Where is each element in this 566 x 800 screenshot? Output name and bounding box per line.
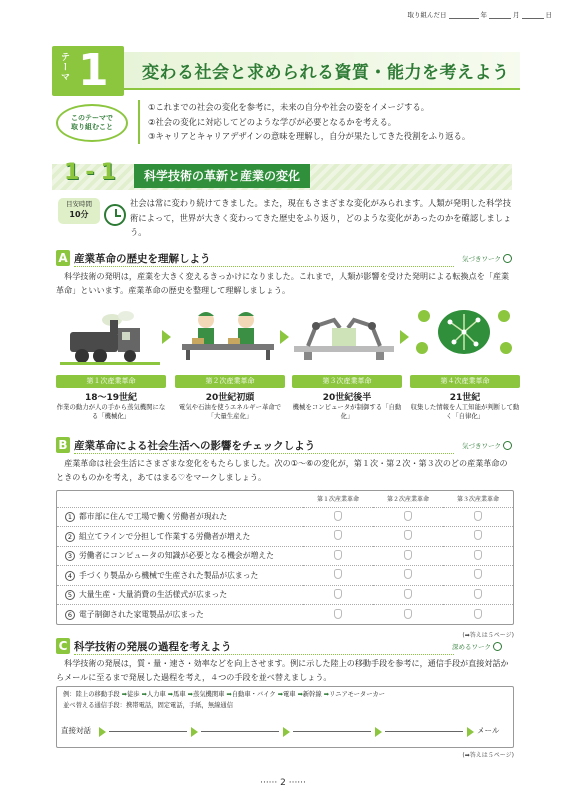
- example-arrow: ➡: [121, 691, 127, 698]
- section-1-1-number: 1-1: [64, 160, 122, 185]
- table-row: [57, 527, 513, 547]
- mark-heart-icon[interactable]: [474, 511, 482, 521]
- goals-oval-text: このテーマで取り組むこと: [71, 113, 113, 131]
- mark-heart-icon[interactable]: [404, 589, 412, 599]
- revolution-2-era: 20世紀初頭: [205, 393, 255, 403]
- revolution-3-label: 第３次産業革命: [292, 375, 402, 388]
- example-step: 新幹線: [302, 691, 322, 698]
- steam-locomotive-illustration: [60, 310, 160, 366]
- section-c-tag: [452, 642, 502, 651]
- clock-icon: [104, 204, 126, 226]
- row-number: 5: [65, 590, 75, 600]
- revolution-1-era: 18～19世紀: [84, 393, 138, 403]
- assembly-line-workers-illustration: [178, 306, 278, 362]
- theme-badge: [52, 46, 124, 96]
- section-b-title: 産業革命による社会生活への影響をチェックしよう: [74, 440, 316, 452]
- arrow-icon: [191, 727, 198, 737]
- row-text: 手づくり製品から機械で生産された製品が広まった: [79, 570, 259, 580]
- month-blank[interactable]: [489, 11, 511, 19]
- time-value: 10分: [69, 210, 89, 220]
- answer-blank-1[interactable]: [109, 731, 187, 732]
- arrow-icon: [400, 330, 409, 344]
- section-b-body: 産業革命は社会生活にさまざまな変化をもたらしました。次の①～⑥の変化が，第１次・第２次・第３次のどの産業革命のときのものかを考え，あてはまる♡をマークしましょう。: [56, 458, 508, 483]
- mark-heart-icon[interactable]: [334, 589, 342, 599]
- example-arrow: ➡: [141, 691, 147, 698]
- revolution-2-desc: 電気や石油を使うエネルギー革命で「大量生産化」: [178, 403, 282, 421]
- start-label: 直接対話: [61, 726, 91, 735]
- mark-heart-icon[interactable]: [474, 550, 482, 560]
- section-c-tag-text: 深めるワーク: [452, 643, 491, 651]
- mark-heart-icon[interactable]: [404, 609, 412, 619]
- mark-heart-icon[interactable]: [404, 550, 412, 560]
- section-1-1-title: 科学技術の革新と産業の変化: [134, 164, 310, 188]
- section-c-title: 科学技術の発展の過程を考えよう: [74, 641, 232, 653]
- goal-item: ②社会の変化に対応してどのような学びが必要となるかを考える。: [148, 116, 397, 127]
- section-b-letter: B: [56, 437, 70, 453]
- goals-oval: [56, 104, 128, 142]
- month-label: 月: [513, 11, 520, 19]
- table-row: [57, 546, 513, 566]
- answer-reference-c: (➡答えは５ページ): [462, 752, 514, 759]
- example-step: 電車: [282, 691, 296, 698]
- section-a-tag-text: 気づきワーク: [462, 255, 501, 263]
- section-b-tag: [462, 441, 512, 450]
- page-number: ······ 2 ······: [260, 778, 306, 788]
- reorder-box: [56, 686, 514, 748]
- section-a-tag: [462, 254, 512, 263]
- section-c-body: 科学技術の発展は，質・量・速さ・効率などを向上させます。例に示した陸上の移動手段を参考に，通信手段が直接対話からメールに至るまで発展した過程を考え，４つの手段を並べ替えましょう。: [56, 658, 509, 683]
- date-label: 取り組んだ日: [407, 11, 447, 19]
- ai-brain-illustration: [414, 304, 514, 360]
- revolution-4-label: 第４次産業革命: [410, 375, 520, 388]
- row-text: 組立てラインで分担して作業する労働者が増えた: [79, 531, 251, 541]
- goals-list: [138, 100, 508, 144]
- lightbulb-icon: [503, 254, 512, 263]
- time-badge: [58, 198, 100, 224]
- example-arrow: ➡: [297, 691, 303, 698]
- arrow-icon: [375, 727, 382, 737]
- arrow-icon: [283, 727, 290, 737]
- example-step: 自動車・バイク: [231, 691, 276, 698]
- revolution-3-era: 20世紀後半: [322, 393, 372, 403]
- theme-title: 変わる社会と求められる資質・能力を考えよう: [142, 63, 510, 83]
- example-step: 人力車: [146, 691, 166, 698]
- table-row: [57, 507, 513, 527]
- example-arrow: ➡: [167, 691, 174, 698]
- end-label: メール: [477, 726, 500, 735]
- goal-item: ①これまでの社会の変化を参考に，未来の自分や社会の姿をイメージする。: [148, 102, 429, 112]
- theme-label: テーマ: [59, 52, 69, 82]
- example-row: [63, 690, 385, 700]
- section-b-tag-text: 気づきワーク: [462, 442, 501, 450]
- example-step: リニアモーターカー: [329, 691, 385, 698]
- table-header-col: 第１次産業革命: [303, 491, 373, 507]
- example-prefix: 例：陸上の移動手段: [63, 691, 120, 698]
- mark-heart-icon[interactable]: [334, 609, 342, 619]
- lightbulb-icon: [503, 441, 512, 450]
- pencil-icon: [493, 642, 502, 651]
- example-step: 徒歩: [126, 691, 140, 698]
- mark-heart-icon[interactable]: [334, 511, 342, 521]
- section-a-underline: [74, 266, 454, 267]
- section-c-underline: [74, 654, 454, 655]
- row-text: 労働者にコンピュータの知識が必要となる機会が増えた: [79, 551, 274, 561]
- page-number-value: 2: [280, 778, 286, 788]
- example-step: 蒸気機関車: [192, 691, 225, 698]
- theme-number: 1: [78, 45, 109, 96]
- arrow-icon: [162, 330, 171, 344]
- year-label: 年: [480, 11, 487, 19]
- answer-blank-3[interactable]: [293, 731, 371, 732]
- section-intro: 社会は常に変わり続けてきました。また，現在もさまざまな変化がみられます。人類が発明した科学技術によって，世界が大きく変わってきた歴史をふり返り，どのような変化があったのかを確認しましょう。: [130, 198, 512, 238]
- revolution-4-desc: 収集した情報を人工知能が判断して動く「自律化」: [410, 403, 520, 421]
- row-number: 3: [65, 551, 75, 561]
- section-a-letter: A: [56, 250, 70, 266]
- mark-heart-icon[interactable]: [474, 589, 482, 599]
- row-text: 電子制御された家電製品が広まった: [79, 610, 204, 619]
- day-blank[interactable]: [522, 11, 544, 19]
- revolution-3-desc: 機械をコンピュータが制御する「自動化」: [292, 403, 402, 421]
- row-number: 2: [65, 532, 75, 542]
- day-label: 日: [545, 11, 552, 19]
- revolution-4-era: 21世紀: [449, 393, 481, 403]
- example-arrow: ➡: [226, 691, 232, 698]
- mark-heart-icon[interactable]: [474, 609, 482, 619]
- example-arrow: ➡: [187, 691, 193, 698]
- row-text: 都市部に住んで工場で働く労働者が現れた: [79, 512, 228, 522]
- mark-heart-icon[interactable]: [334, 550, 342, 560]
- mark-heart-icon[interactable]: [334, 530, 342, 540]
- revolution-1-desc: 作業の動力が人の手から蒸気機関になる「機械化」: [56, 403, 166, 421]
- answer-blank-4[interactable]: [385, 731, 463, 732]
- section-a-body: 科学技術の発明は，産業を大きく変えるきっかけになりました。これまで，人類が影響を受けた発明による転換点を「産業革命」といいます。産業革命の歴史を整理して理解しましょう。: [56, 271, 510, 296]
- row-number: 4: [65, 571, 75, 581]
- table-row: [57, 585, 513, 605]
- section-b-underline: [74, 453, 454, 454]
- table-row: [57, 566, 513, 586]
- mark-heart-icon[interactable]: [404, 530, 412, 540]
- arrow-icon: [99, 727, 106, 737]
- row-number: 6: [65, 610, 75, 620]
- table-header-col: 第２次産業革命: [373, 491, 443, 507]
- mark-heart-icon[interactable]: [404, 511, 412, 521]
- table-row: [57, 605, 513, 625]
- section-a-title: 産業革命の歴史を理解しよう: [74, 253, 211, 265]
- revolution-2-label: 第２次産業革命: [175, 375, 285, 388]
- time-label: 目安時間: [66, 200, 92, 208]
- reorder-label: 並べ替える通信手段：携帯電話，固定電話，手紙，無線通信: [63, 702, 234, 709]
- mark-heart-icon[interactable]: [334, 569, 342, 579]
- goal-item: ③キャリアとキャリアデザインの意味を理解し，自分が果たしてきた役割をふり返る。: [148, 131, 471, 142]
- revolution-1-label: 第１次産業革命: [56, 375, 166, 388]
- arrow-icon: [467, 727, 474, 737]
- example-step: 馬車: [173, 691, 186, 698]
- arrow-icon: [280, 330, 289, 344]
- mark-heart-icon[interactable]: [404, 569, 412, 579]
- impact-table: [56, 490, 514, 625]
- mark-heart-icon[interactable]: [474, 569, 482, 579]
- table-header-item: [57, 491, 303, 507]
- row-text: 大量生産・大量消費の生活様式が広まった: [79, 590, 228, 600]
- example-arrow: ➡: [277, 691, 283, 698]
- example-arrow: ➡: [323, 691, 330, 698]
- section-c-letter: C: [56, 638, 70, 654]
- table-header-col: 第３次産業革命: [443, 491, 513, 507]
- row-number: 1: [65, 512, 75, 522]
- mark-heart-icon[interactable]: [474, 530, 482, 540]
- date-row: [408, 10, 553, 19]
- robot-arm-illustration: [294, 306, 394, 362]
- answer-reference-b: (➡答えは５ページ): [462, 632, 514, 639]
- answer-blank-2[interactable]: [201, 731, 279, 732]
- year-blank[interactable]: [449, 11, 479, 19]
